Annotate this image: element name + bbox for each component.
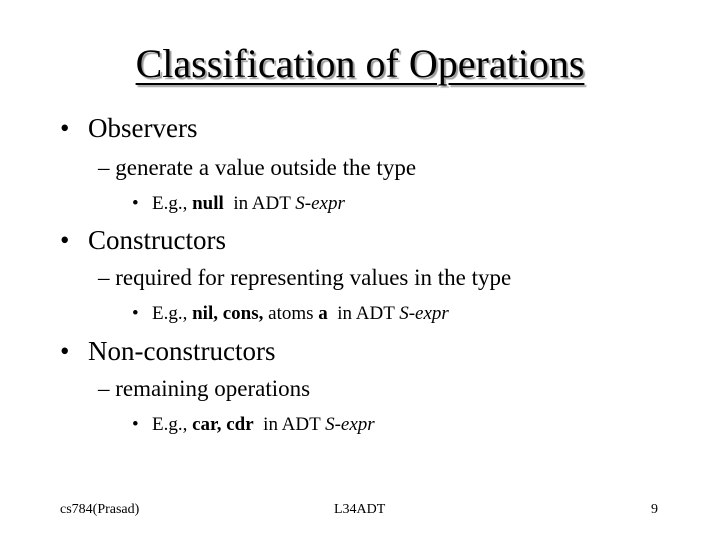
example-terms: null bbox=[192, 193, 224, 214]
example-extra-plain: atoms bbox=[268, 303, 314, 324]
non-constructors-sub bbox=[98, 375, 310, 403]
slide-title bbox=[0, 40, 720, 88]
example-mid: in ADT bbox=[263, 414, 321, 435]
observers-example bbox=[132, 192, 345, 216]
footer-course: cs784(Prasad) bbox=[60, 502, 140, 517]
observers-sub bbox=[98, 154, 416, 182]
non-constructors-sub-text: remaining operations bbox=[115, 376, 311, 401]
dash-icon: – bbox=[98, 376, 110, 401]
non-constructors-heading: Non-constructors bbox=[88, 336, 276, 366]
example-terms: car, cdr bbox=[192, 414, 254, 435]
observers-heading: Observers bbox=[88, 113, 198, 143]
bullet-non-constructors bbox=[60, 335, 275, 367]
example-prefix: E.g., bbox=[152, 303, 188, 324]
example-terms: nil, cons, bbox=[192, 303, 264, 324]
bullet-icon: • bbox=[60, 336, 70, 366]
example-adt: S-expr bbox=[295, 193, 345, 214]
page-number: 9 bbox=[651, 502, 658, 517]
bullet-icon: • bbox=[132, 303, 139, 324]
observers-sub-text: generate a value outside the type bbox=[115, 155, 417, 180]
constructors-example bbox=[132, 302, 449, 326]
bullet-constructors bbox=[60, 224, 226, 256]
bullet-icon: • bbox=[132, 193, 139, 214]
non-constructors-example bbox=[132, 413, 375, 437]
constructors-sub-text: required for representing values in the type bbox=[115, 265, 512, 290]
constructors-heading: Constructors bbox=[88, 225, 226, 255]
bullet-icon: • bbox=[60, 225, 70, 255]
constructors-sub bbox=[98, 264, 511, 292]
example-mid: in ADT bbox=[337, 303, 395, 324]
bullet-observers bbox=[60, 112, 197, 144]
example-mid: in ADT bbox=[233, 193, 291, 214]
example-prefix: E.g., bbox=[152, 193, 188, 214]
dash-icon: – bbox=[98, 155, 110, 180]
example-extra-bold: a bbox=[318, 303, 328, 324]
bullet-icon: • bbox=[60, 113, 70, 143]
example-adt: S-expr bbox=[325, 414, 375, 435]
dash-icon: – bbox=[98, 265, 110, 290]
bullet-icon: • bbox=[132, 414, 139, 435]
example-prefix: E.g., bbox=[152, 414, 188, 435]
slide-title-text: Classification of Operations bbox=[135, 41, 585, 86]
footer-file: L34ADT bbox=[334, 502, 386, 517]
example-adt: S-expr bbox=[399, 303, 449, 324]
